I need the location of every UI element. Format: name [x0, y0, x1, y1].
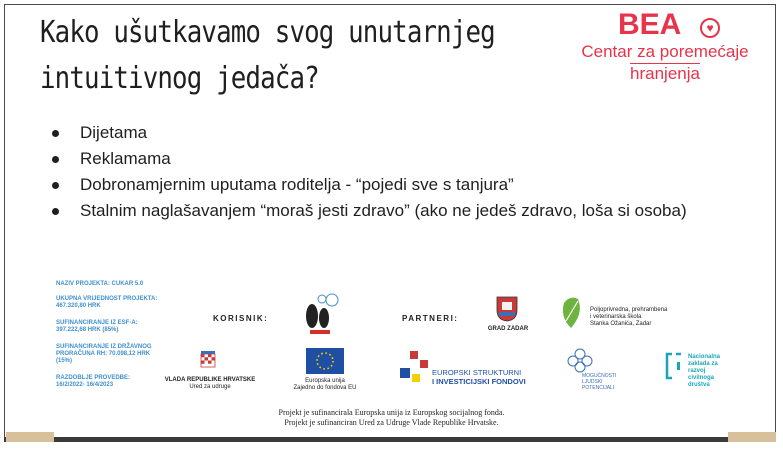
slide-title: [40, 10, 495, 102]
list-item: [52, 172, 732, 198]
esf-label: SUFINANCIRANJE IZ ESF-A:: [56, 320, 138, 326]
esif-logo-icon: [396, 350, 432, 386]
bea-logo: [560, 8, 770, 83]
corner-accent-left: [6, 432, 54, 442]
school-line-2: i veterinarska škola: [590, 314, 642, 320]
slide-bottom-border: [4, 437, 776, 442]
bullet-list: [52, 120, 732, 224]
esif-line-2: I INVESTICIJSKI FONDOVI: [432, 377, 526, 386]
esif-label: [432, 368, 526, 386]
eu-line-2: Zajedno do fondova EU: [293, 385, 357, 391]
footer-line-2: Projekt je sufinanciran Ured za Udruge Vlade Republike Hrvatske.: [284, 418, 499, 427]
project-value: 467.320,80 HRK: [56, 303, 101, 309]
state-value: (15%): [56, 358, 73, 364]
zaklada-label: [688, 354, 720, 389]
zaklada-line-2: zaklada za: [688, 361, 718, 367]
eu-flag-icon: [306, 348, 344, 374]
project-value-label: UKUPNA VRIJEDNOST PROJEKTA:: [56, 296, 158, 302]
esif-line-1: EUROPSKI STRUKTURNI: [432, 368, 522, 377]
zadar-coat-of-arms-icon: [496, 296, 518, 322]
zaklada-line-4: civilnoga: [688, 375, 715, 381]
zaklada-line-5: društva: [688, 382, 710, 388]
school-line-1: Poljoprivredna, prehrambena: [590, 307, 668, 313]
period-value: 16/2/2022- 16/4/2023: [56, 382, 114, 388]
list-item-text: Stalnim naglašavanjem “moraš jesti zdravo” (ako ne jedeš zdravo, loša si osoba): [80, 201, 687, 220]
logo-line-1: Centar za poremećaje: [581, 42, 749, 61]
esf-line-1: MOGUĆNOSTI: [582, 373, 617, 379]
vlada-line-1: VLADA REPUBLIKE HRVATSKE: [164, 377, 256, 383]
school-line-3: Stanka Ožanića, Zadar: [590, 321, 652, 327]
period-label: RAZDOBLJE PROVEDBE:: [56, 375, 131, 381]
partners-label: PARTNERI:: [402, 314, 459, 323]
footer: [0, 408, 783, 428]
vlada-label: [160, 377, 260, 391]
grad-zadar-label: GRAD ZADAR: [487, 326, 529, 332]
beneficiary-label: KORISNIK:: [213, 314, 269, 323]
leaf-icon: [558, 293, 584, 329]
list-item-text: Reklamama: [80, 149, 171, 168]
school-name: [590, 307, 667, 328]
list-item-text: Dijetama: [80, 123, 148, 142]
eu-label: [290, 378, 360, 392]
vlada-line-2: Ured za udruge: [189, 384, 231, 390]
zaklada-line-1: Nacionalna: [688, 354, 721, 360]
list-item-text: Dobronamjernim uputama roditelja - “pojedi sve s tanjura”: [80, 175, 514, 194]
project-name: NAZIV PROJEKTA: CUKAR 5.0: [56, 281, 144, 287]
croatia-coat-of-arms-icon: [200, 350, 216, 370]
title-line-2: intuitivnog jedača?: [40, 61, 319, 96]
state-label-2: PRORAČUNA RH: 70.098,12 HRK: [56, 351, 151, 357]
state-label: SUFINANCIRANJE IZ DRŽAVNOG: [56, 344, 152, 350]
bullet-icon: [52, 182, 59, 189]
bullet-icon: [52, 156, 59, 163]
title-line-1: Kako ušutkavamo svog unutarnjeg: [40, 15, 495, 50]
logo-line-2-text: hranjenja: [630, 64, 700, 83]
eu-line-1: Europska unija: [305, 378, 345, 384]
logo-brand: BEA: [618, 8, 682, 41]
bullet-icon: [52, 130, 59, 137]
list-item: [52, 146, 732, 172]
esf-value: 397.222,68 HRK (85%): [56, 327, 119, 333]
footer-line-1: Projekt je sufinancirala Europska unija iz Europskog socijalnog fonda.: [278, 408, 505, 417]
list-item: [52, 120, 732, 146]
esf-flower-icon: [564, 346, 596, 376]
bracket-logo-icon: [664, 352, 684, 380]
list-item: [52, 198, 732, 224]
esf-line-2: LJUDSKI: [582, 379, 603, 385]
esf-label: [582, 373, 616, 391]
logo-line-2: [560, 64, 770, 84]
zaklada-line-3: razvoj: [688, 368, 706, 374]
bullet-icon: [52, 208, 59, 215]
esf-line-3: POTENCIJALI: [582, 385, 615, 391]
corner-accent-right: [728, 432, 776, 442]
heart-icon: ♥: [700, 18, 720, 38]
cukar-logo: [298, 292, 344, 338]
